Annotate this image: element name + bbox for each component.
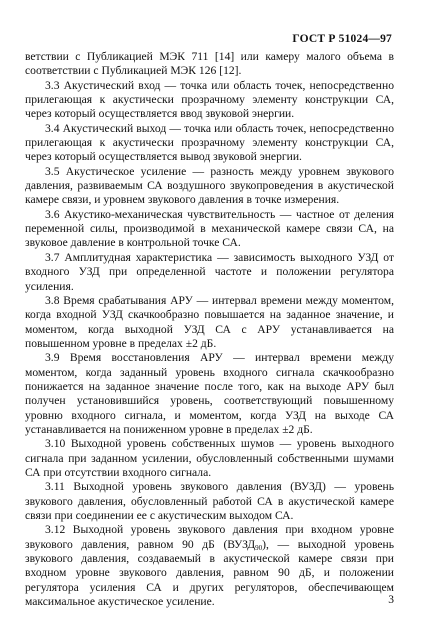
paragraph-3-10: 3.10 Выходной уровень собственных шумов — уровень выходного сигнала при заданном усилении, обусловленный собственными шумами СА при отсутствии входного сигнала. <box>25 437 394 479</box>
paragraph-3-12-part-1: 3.12 Выходной уровень звукового давления при входном уровне звукового давления, равном 90 дБ (ВУЗД <box>25 523 394 551</box>
paragraph-3-4: 3.4 Акустический выход — точка или область точек, непосредственно прилегающая к акустически прозрачному элементу конструкции СА, через который осуществляется вывод звуковой энергии. <box>25 121 394 164</box>
paragraph-3-12-subscript: 90 <box>255 543 263 552</box>
paragraph-continuation: ветствии с Публикацией МЭК 711 [14] или камеру малого объема в соответствии с Публикацией МЭК 126 [12]. <box>25 50 394 78</box>
document-body <box>25 50 394 609</box>
paragraph-3-8: 3.8 Время срабатывания АРУ — интервал времени между моментом, когда входной УЗД скачкообразно повышается на заданное значение, и моментом, когда выходной УЗД СА с АРУ устанавливается на повышенном уровне в пределах ±2 дБ. <box>25 293 394 350</box>
paragraph-3-7: 3.7 Амплитудная характеристика — зависимость выходного УЗД от входного УЗД при определенной частоте и положении регулятора усиления. <box>25 250 394 293</box>
paragraph-3-5: 3.5 Акустическое усиление — разность между уровнем звукового давления, развиваемым СА воздушного звукопроведения в акустической камере связи, и уровнем звукового давления в точке измерения. <box>25 164 394 207</box>
paragraph-3-3: 3.3 Акустический вход — точка или область точек, непосредственно прилегающая к акустически прозрачному элементу конструкции СА, через который осуществляется ввод звуковой энергии. <box>25 78 394 121</box>
paragraph-3-6: 3.6 Акустико-механическая чувствительность — частное от деления переменной силы, производимой в механической камере связи СА, на звуковое давление в контрольной точке СА. <box>25 207 394 250</box>
paragraph-3-12 <box>25 523 394 609</box>
page-number: 3 <box>388 594 394 606</box>
paragraph-3-11: 3.11 Выходной уровень звукового давления (ВУЗД) — уровень звукового давления, обусловленный работой СА в акустической камере связи при соединении ее с акустическим выходом СА. <box>25 480 394 522</box>
paragraph-3-9: 3.9 Время восстановления АРУ — интервал времени между моментом, когда заданный уровень входного сигнала скачкообразно понижается на заданное значение после того, как на выходе АРУ был получен установившийся уровень, соответствующий повышенному уровню входного сигнала, и моментом, когда УЗД на выходе СА устанавливается на пониженном уровне в пределах ±2 дБ. <box>25 351 394 436</box>
paragraph-3-12-part-2: ), — выходной уровень звукового давления, создаваемый в акустической камере связи при входном уровне звукового давления, равном 90 дБ, и положении регулятора усиления СА и других регуляторов, обеспечивающем максимальное акустическое усиление. <box>25 537 394 609</box>
document-header: ГОСТ Р 51024—97 <box>292 33 392 45</box>
